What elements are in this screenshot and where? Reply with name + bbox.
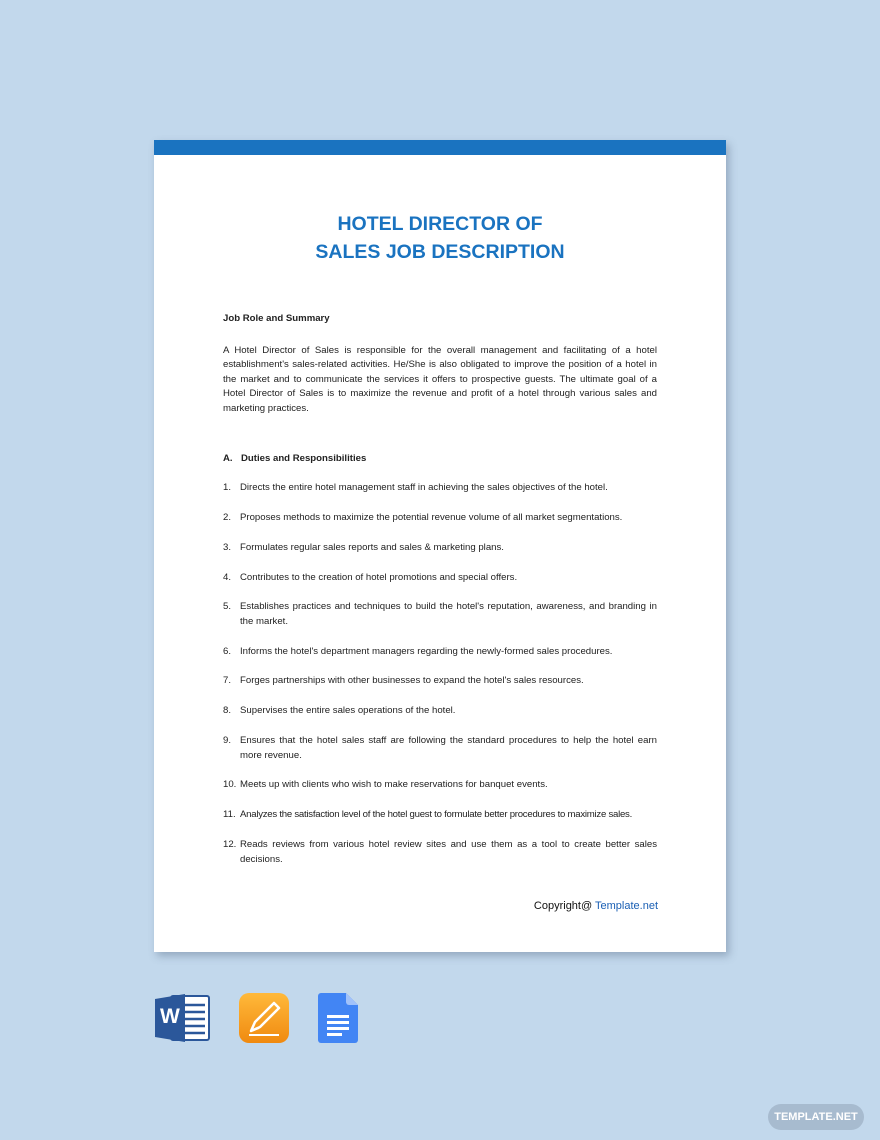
list-item [223,808,657,823]
list-item [223,571,657,586]
list-item-text: Directs the entire hotel management staff in achieving the sales objectives of the hotel. [240,482,608,494]
word-icon-letter: W [160,1005,180,1028]
list-item-text: Analyzes the satisfaction level of the hotel guest to formulate better procedures to maximize sales. [240,809,633,821]
list-item-number: 12. [223,838,237,850]
list-item [223,645,657,660]
list-item-text: Contributes to the creation of hotel promotions and special offers. [240,571,518,583]
list-item [223,674,657,689]
template-net-badge[interactable]: TEMPLATE.NET [768,1104,864,1130]
list-item-text: Proposes methods to maximize the potential revenue volume of all market segmentations. [240,511,623,523]
list-item-text: Informs the hotel's department managers regarding the newly-formed sales procedures. [240,645,613,657]
copyright-prefix: Copyright@ [533,900,596,912]
list-item-number: 9. [223,735,232,746]
google-docs-icon[interactable] [318,993,358,1043]
duties-list [223,481,657,867]
list-item [223,481,657,496]
list-item-text: Forges partnerships with other businesses to expand the hotel's sales resources. [240,675,584,687]
document-body [223,312,657,867]
list-item-number: 2. [223,511,232,523]
list-item-text: Meets up with clients who wish to make reservations for banquet events. [240,779,548,791]
list-item-number: 1. [223,482,232,494]
list-item [223,541,657,556]
list-item-text: Establishes practices and techniques to build the hotel's reputation, awareness, and branding in the market. [240,601,657,627]
duties-heading [223,452,657,467]
document-page [154,140,726,952]
list-item [223,600,657,629]
list-item-text: Ensures that the hotel sales staff are following the standard procedures to help the hotel earn more revenue. [240,735,657,761]
title-line-2: SALES JOB DESCRIPTION [315,241,565,263]
page-title [154,210,726,266]
list-item [223,511,657,526]
list-item-text: Reads reviews from various hotel review sites and use them as a tool to create better sales decisions. [240,838,657,865]
copyright-notice [534,900,658,912]
list-item-text: Formulates regular sales reports and sales & marketing plans. [240,541,504,553]
copyright-link[interactable]: Template.net [595,900,658,912]
list-item-number: 10. [223,779,237,791]
list-item [223,778,657,793]
list-item-number: 6. [223,645,232,657]
list-item [223,704,657,719]
list-item-number: 4. [223,571,232,583]
list-item [223,734,657,763]
list-item-number: 5. [223,601,232,613]
duties-heading-text: Duties and Responsibilities [241,452,367,464]
pages-icon[interactable] [238,992,290,1044]
list-item-number: 11. [223,809,236,821]
page-top-bar [154,140,726,155]
title-line-1: HOTEL DIRECTOR OF [337,213,543,235]
list-item-text: Supervises the entire sales operations of the hotel. [240,705,456,717]
list-item-number: 8. [223,705,232,717]
list-item-number: 7. [223,675,232,687]
list-item [223,838,657,867]
list-item-number: 3. [223,541,232,553]
summary-paragraph: A Hotel Director of Sales is responsible for the overall management and facilitating of a hotel establishment's sales-related activities. He/She is also obligated to improve the position of a hotel in the market and to communicate the services it offers to prospective guests. The ultimate goal of a Hotel Director of Sales is to maximize the revenue and profit of a hotel through various sales and marketing practices. [223,344,657,414]
duties-letter: A. [223,452,233,464]
word-icon[interactable] [155,993,211,1043]
section-heading-job-role: Job Role and Summary [223,313,330,324]
